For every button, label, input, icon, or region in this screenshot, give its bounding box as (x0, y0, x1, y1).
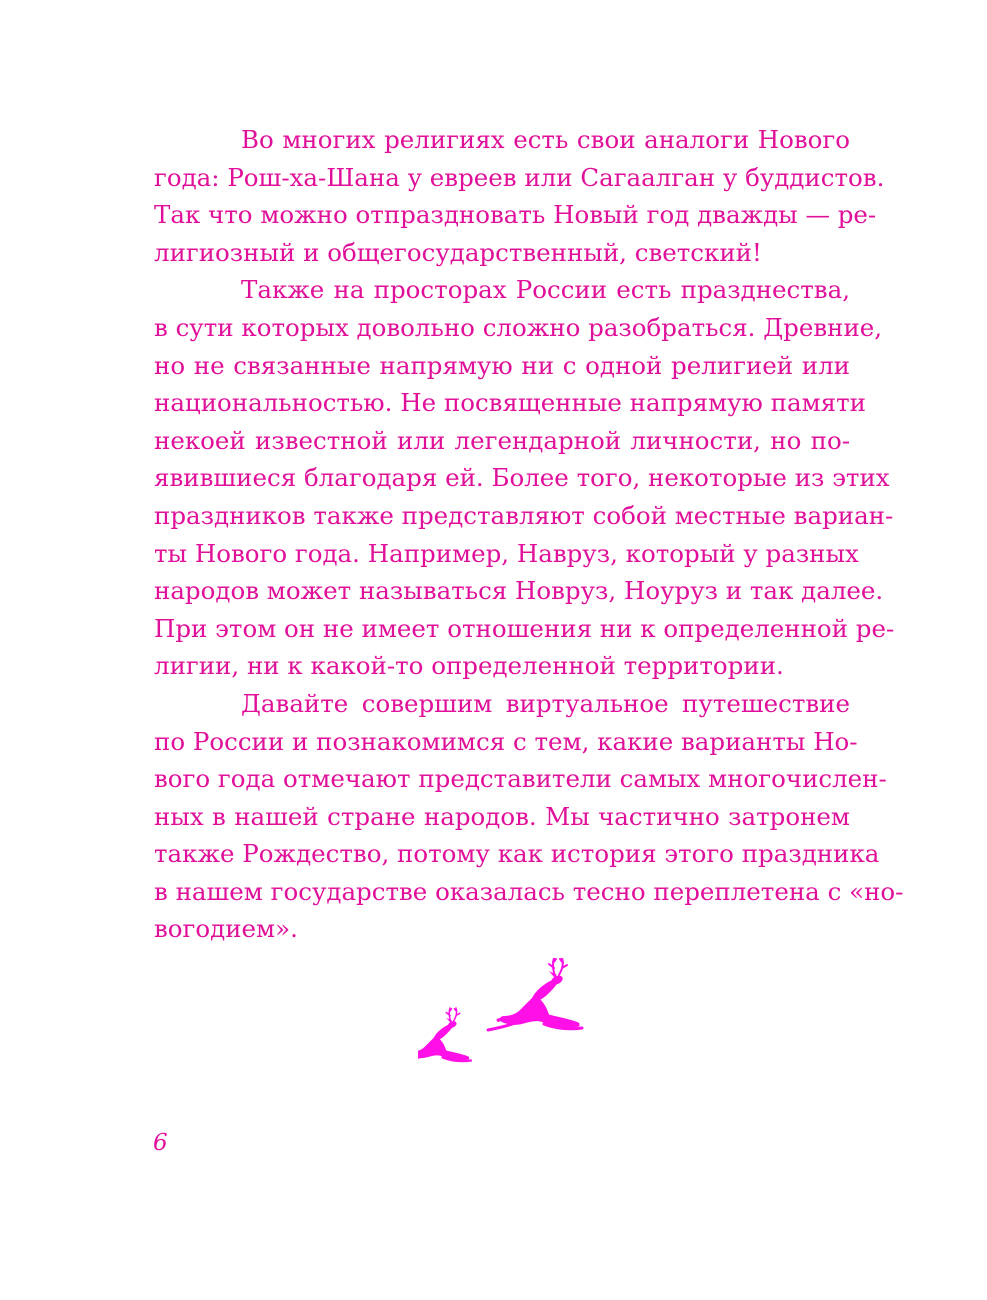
text-line: Также на просторах России есть празднества, (241, 275, 850, 305)
text-line: в сути которых довольно сложно разобраться. Древние, (154, 312, 883, 342)
deer-small-icon (418, 1008, 471, 1062)
text-line: праздников также представляют собой местные вариан- (154, 500, 894, 530)
text-line: вого года отмечают представители самых многочислен- (154, 764, 887, 794)
text-line: но не связанные напрямую ни с одной религией или (154, 350, 850, 380)
text-line: Во многих религиях есть свои аналоги Нового (241, 125, 850, 154)
paragraph-1 (154, 121, 885, 271)
text-line: При этом он не имеет отношения ни к определенной ре- (154, 613, 895, 643)
text-line: ты Нового года. Например, Навруз, который у разных (154, 538, 859, 568)
leaping-deer-pair-icon (418, 958, 588, 1070)
text-line: ных в нашей стране народов. Мы частично затронем (154, 801, 850, 831)
text-line: Давайте совершим виртуальное путешествие (241, 688, 850, 718)
text-line: в нашем государстве оказалась тесно переплетена с «но- (154, 876, 904, 906)
text-line: по России и познакомимся с тем, какие варианты Но- (154, 726, 858, 756)
text-line: явившиеся благодаря ей. Более того, некоторые из этих (154, 463, 890, 493)
text-line: народов может называться Новруз, Ноуруз и так далее. (154, 576, 884, 606)
page-number: 6 (153, 1130, 168, 1156)
text-line: Так что можно отпраздновать Новый год дважды — ре- (154, 200, 877, 230)
text-line: также Рождество, потому как история этого праздника (154, 839, 880, 869)
body-text (154, 121, 904, 948)
text-line: года: Рош-ха-Шана у евреев или Сагаалган у буддистов. (154, 162, 885, 192)
deer-large-icon (488, 958, 582, 1030)
text-line: национальностью. Не посвященные напрямую памяти (154, 388, 866, 418)
paragraph-2 (154, 271, 895, 685)
text-line: лигии, ни к какой-то определенной территории. (154, 651, 784, 681)
text-line: вогодием». (154, 914, 298, 944)
paragraph-3 (154, 685, 904, 948)
text-line: лигиозный и общегосударственный, светский! (154, 237, 762, 267)
text-line: некоей известной или легендарной личности, но по- (154, 425, 850, 455)
